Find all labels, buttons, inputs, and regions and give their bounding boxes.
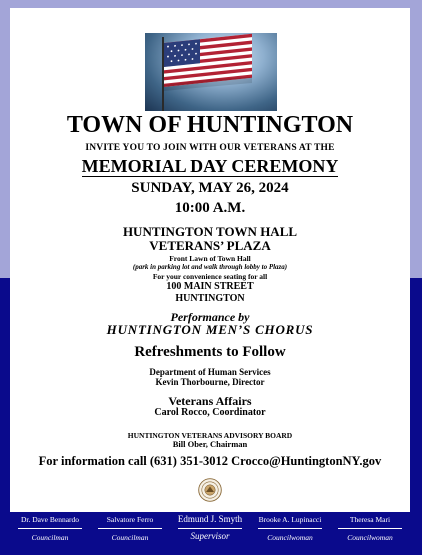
department-director: Kevin Thorbourne, Director (155, 377, 265, 387)
town-seal-icon (198, 478, 222, 502)
veterans-affairs-heading: Veterans Affairs (168, 394, 252, 408)
member-role: Councilman (31, 533, 69, 542)
advisory-board-chair: Bill Ober, Chairman (172, 439, 248, 449)
council-member (90, 512, 170, 548)
member-role: Councilwoman (267, 533, 313, 542)
town-council-footer (10, 512, 410, 548)
performance-label: Performance by (170, 310, 250, 324)
event-time: 10:00 A.M. (174, 200, 246, 216)
venue-town: HUNTINGTON (175, 293, 245, 304)
invitation-text: INVITE YOU TO JOIN WITH OUR VETERANS AT THE (85, 143, 335, 153)
event-date: SUNDAY, MAY 26, 2024 (131, 180, 289, 196)
member-name: Dr. Dave Bennardo (20, 515, 80, 524)
member-divider (178, 528, 242, 529)
event-name-text: MEMORIAL DAY CEREMONY (81, 156, 339, 176)
parking-note: (park in parking lot and walk through lobby to Plaza) (132, 263, 288, 271)
member-role: Supervisor (190, 531, 230, 541)
council-member (250, 512, 330, 548)
veterans-coordinator: Carol Rocco, Coordinator (154, 407, 266, 418)
member-divider (338, 528, 402, 529)
venue-hall: HUNTINGTON TOWN HALL (122, 224, 298, 239)
member-divider (98, 528, 162, 529)
council-member (10, 512, 90, 548)
member-role: Councilwoman (347, 533, 393, 542)
member-name: Edmund J. Smyth (177, 514, 243, 524)
member-divider (258, 528, 322, 529)
advisory-board-name: HUNTINGTON VETERANS ADVISORY BOARD (127, 431, 293, 440)
page-title: TOWN OF HUNTINGTON (66, 112, 354, 138)
town-supervisor (170, 512, 250, 548)
venue-street: 100 MAIN STREET (166, 281, 254, 292)
contact-info: For information call (631) 351-3012 Crocco@HuntingtonNY.gov (38, 454, 382, 468)
department-name: Department of Human Services (149, 367, 271, 377)
council-member (330, 512, 410, 548)
flyer-panel (10, 8, 410, 512)
member-divider (18, 528, 82, 529)
flag-icon (145, 33, 277, 111)
member-name: Salvatore Ferro (106, 515, 154, 524)
member-role: Councilman (111, 533, 149, 542)
refreshments-note: Refreshments to Follow (134, 344, 286, 360)
venue-lawn: Front Lawn of Town Hall (169, 254, 251, 263)
venue-plaza: VETERANS’ PLAZA (149, 238, 271, 253)
member-name: Theresa Mari (349, 515, 391, 524)
american-flag-photo (145, 33, 277, 111)
member-name: Brooke A. Lupinacci (258, 515, 322, 524)
seating-note: For your convenience seating for all (152, 272, 268, 281)
performer-name: HUNTINGTON MEN’S CHORUS (106, 322, 314, 337)
event-name (10, 156, 410, 177)
